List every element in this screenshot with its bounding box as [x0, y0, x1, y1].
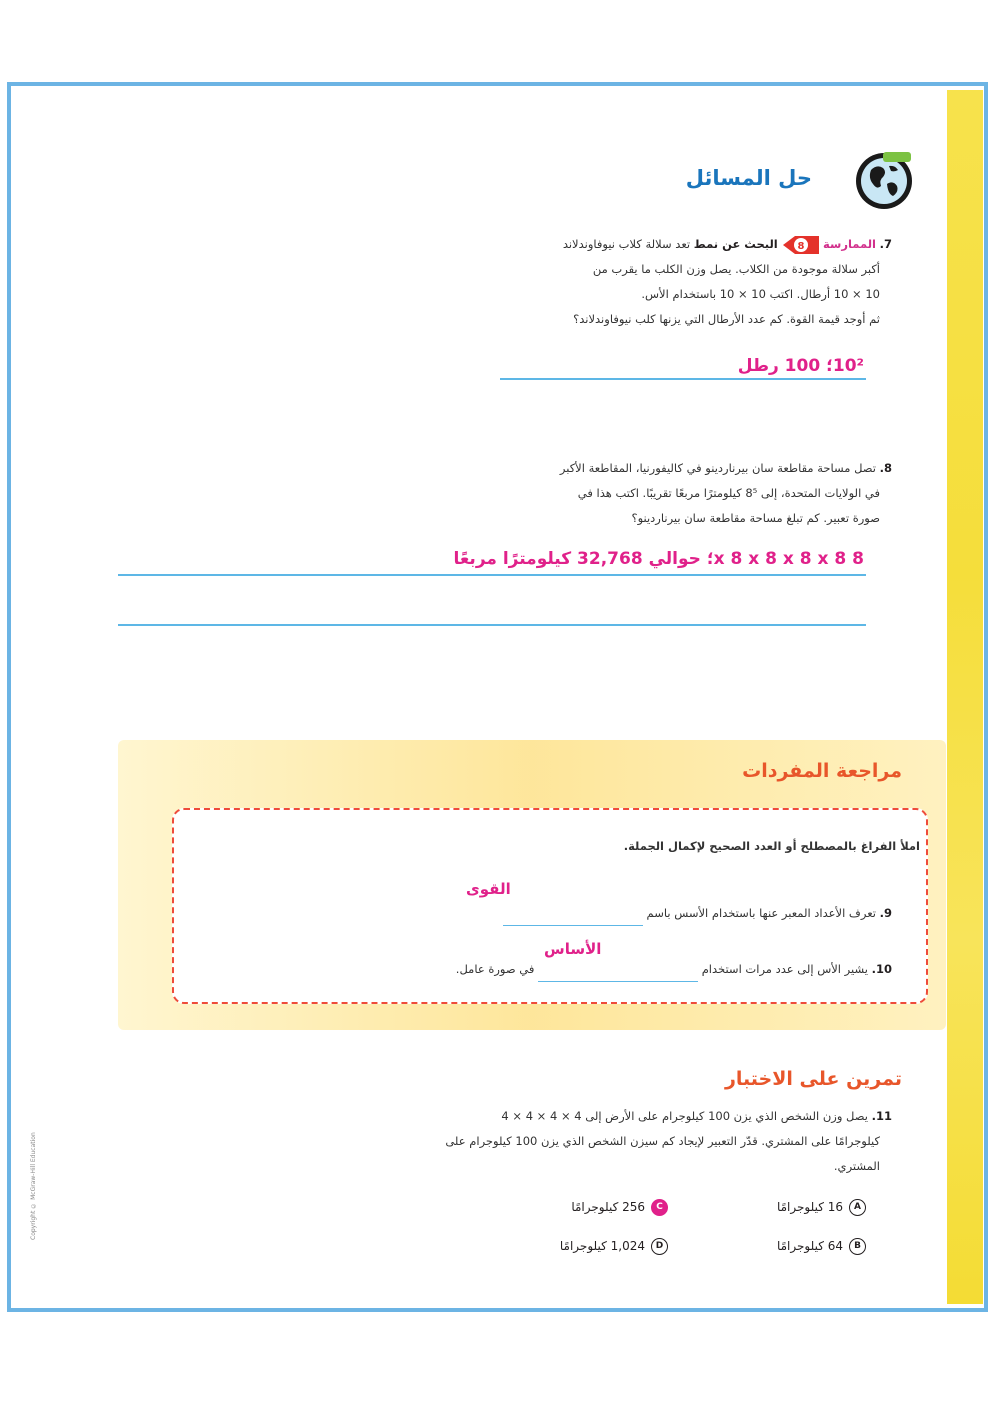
q11-number: 11.: [871, 1109, 892, 1123]
option-c-text: 256 كيلوجرامًا: [571, 1200, 645, 1214]
question-11: [312, 1104, 892, 1179]
q8-line1-text: تصل مساحة مقاطعة سان بيرناردينو في كاليفورنيا، المقاطعة الأكبر: [559, 461, 876, 475]
option-a[interactable]: [777, 1199, 866, 1216]
practice-badge-number: 8: [797, 240, 805, 252]
practice-badge-arrow-icon: [781, 234, 819, 256]
q8-line3: صورة تعبير. كم تبلغ مساحة مقاطعة سان بيرناردينو؟: [631, 511, 880, 525]
question-7: [332, 232, 892, 332]
option-c[interactable]: [571, 1199, 668, 1216]
q9-blank[interactable]: [503, 911, 643, 926]
q8-answer-line-1: [118, 574, 866, 576]
q8-answer-line-2: [118, 624, 866, 626]
option-b-text: 64 كيلوجرامًا: [776, 1239, 843, 1253]
question-8: [332, 456, 892, 531]
q11-line3: المشتري.: [833, 1159, 880, 1173]
q11-line1-text: يصل وزن الشخص الذي يزن 100 كيلوجرام على الأرض إلى 4 × 4 × 4 × 4: [501, 1109, 868, 1123]
q8-line2: في الولايات المتحدة، إلى 8⁵ كيلومترًا مربعًا تقريبًا. اكتب هذا في: [577, 486, 880, 500]
copyright-side-text: Copyright © McGraw-Hill Education: [30, 1132, 37, 1240]
q8-line1: [332, 456, 892, 481]
question-10: [456, 957, 892, 982]
q7-keyword: البحث عن نمط: [693, 237, 778, 251]
option-b-letter: B: [849, 1238, 866, 1255]
option-c-letter: C: [651, 1199, 668, 1216]
q7-line1-text: تعد سلالة كلاب نيوفاوندلاند: [562, 237, 691, 251]
q7-number: 7.: [879, 237, 892, 251]
test-practice-title: تمرين على الاختبار: [724, 1068, 902, 1090]
q7-answer-line: [500, 378, 866, 380]
globe-icon: [853, 150, 915, 212]
section-title: حل المسائل: [685, 166, 812, 190]
q8-answer: 8 x 8 x 8 x 8 x 8؛ حوالي 32,768 كيلومترًا مربعًا: [453, 549, 864, 569]
option-d[interactable]: [560, 1238, 668, 1255]
vocab-title: مراجعة المفردات: [742, 760, 902, 782]
vocab-instruction: املأ الفراغ بالمصطلح أو العدد الصحيح لإكمال الجملة.: [623, 839, 920, 853]
q10-blank[interactable]: [538, 967, 698, 982]
q11-line1: [312, 1104, 892, 1129]
q10-text-after: في صورة عامل.: [455, 962, 535, 976]
q10-answer: الأساس: [544, 940, 602, 958]
q7-answer: 10²؛ 100 رطل: [737, 356, 864, 376]
q10-number: 10.: [871, 962, 892, 976]
option-d-letter: D: [651, 1238, 668, 1255]
q9-text: تعرف الأعداد المعبر عنها باستخدام الأسس باسم: [646, 906, 876, 920]
q11-line2: كيلوجرامًا على المشتري. قدّر التعبير لإيجاد كم سيزن الشخص الذي يزن 100 كيلوجرام على: [445, 1134, 880, 1148]
q7-line4: ثم أوجد قيمة القوة. كم عدد الأرطال التي يزنها كلب نيوفاوندلاند؟: [573, 312, 880, 326]
q7-line3: 10 × 10 أرطال. اكتب 10 × 10 باستخدام الأس.: [641, 287, 880, 301]
option-d-text: 1,024 كيلوجرامًا: [559, 1239, 645, 1253]
question-9: [503, 901, 892, 926]
practice-label: الممارسة: [823, 237, 876, 251]
option-a-text: 16 كيلوجرامًا: [776, 1200, 843, 1214]
q8-number: 8.: [879, 461, 892, 475]
q9-answer: القوى: [466, 880, 511, 898]
q9-number: 9.: [879, 906, 892, 920]
option-a-letter: A: [849, 1199, 866, 1216]
option-b[interactable]: [777, 1238, 866, 1255]
side-color-strip: [947, 90, 983, 1304]
q10-text-before: يشير الأس إلى عدد مرات استخدام: [701, 962, 868, 976]
q7-line1: [332, 232, 892, 257]
q7-line2: أكبر سلالة موجودة من الكلاب. يصل وزن الكلب ما يقرب من: [592, 262, 880, 276]
